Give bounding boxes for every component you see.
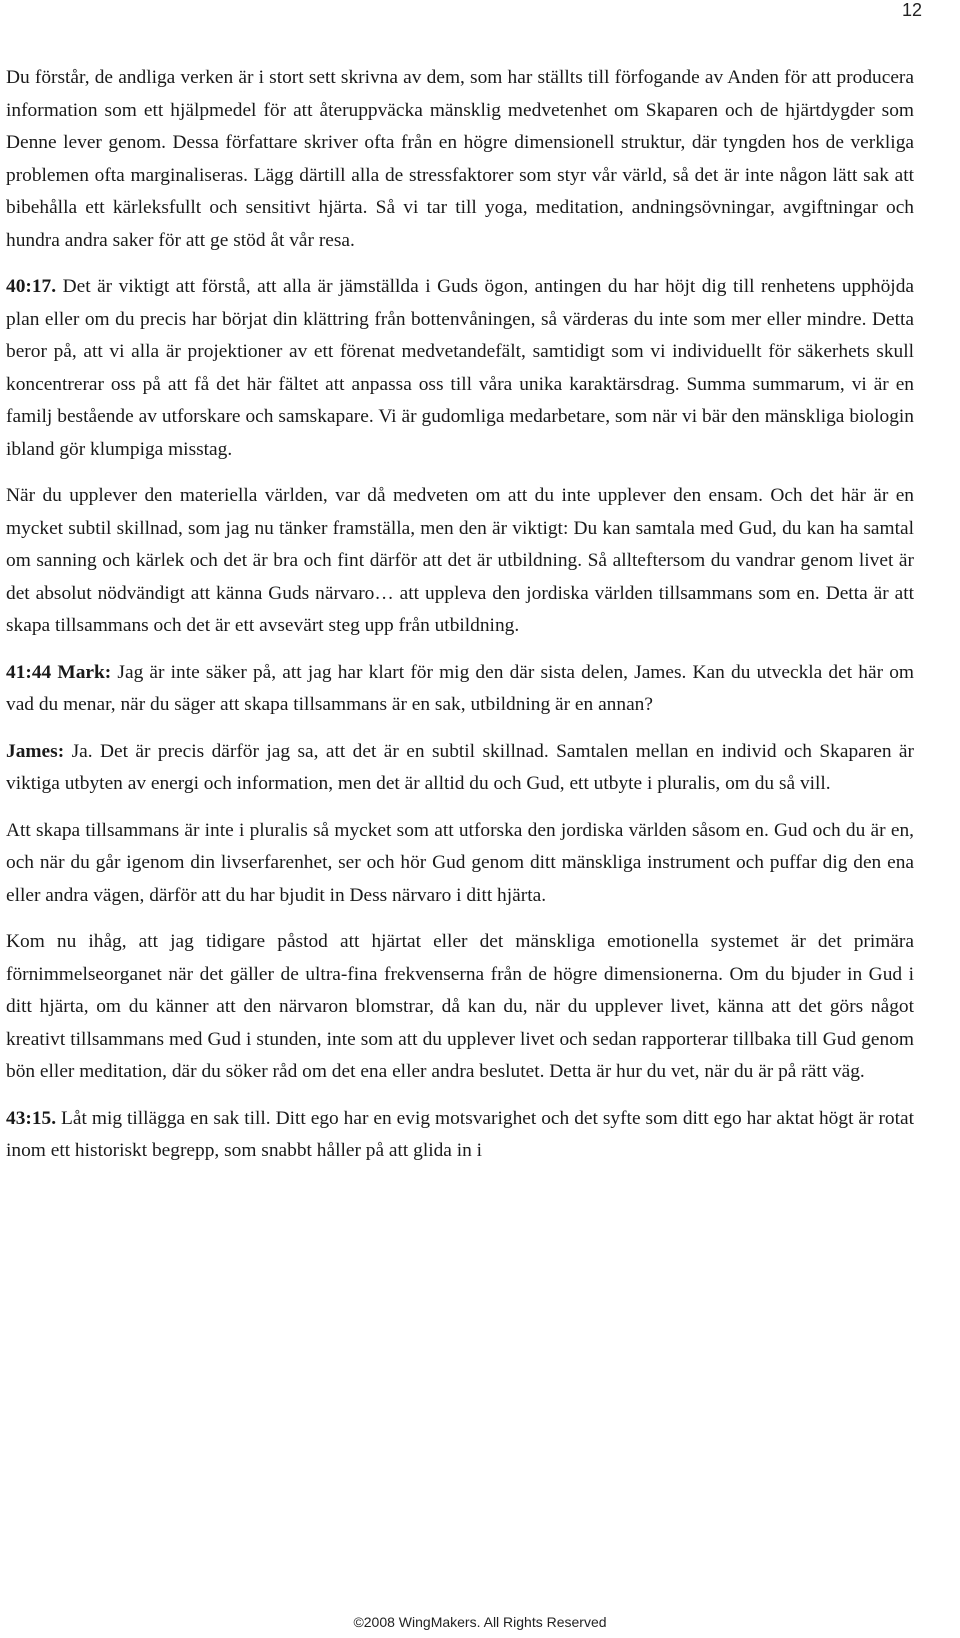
paragraph <box>6 657 914 722</box>
paragraph <box>6 815 914 913</box>
paragraph <box>6 736 914 801</box>
document-body <box>6 62 914 1182</box>
paragraph-text: Att skapa tillsammans är inte i pluralis så mycket som att utforska den jordiska världen såsom en. Gud och du är en, och när du går igenom din livserfarenhet, ser och hör Gud genom ditt mänskliga instrument och puffar dig den ena eller andra vägen, därför att du har bjudit in Dess närvaro i ditt hjärta. <box>6 819 914 906</box>
paragraph-text: Det är viktigt att förstå, att alla är jämställda i Guds ögon, antingen du har höjt dig till renhetens upphöjda plan eller om du precis har börjat din klättring från bottenvåningen, så värderas du inte som mer eller mindre. Detta beror på, att vi alla är projektioner av ett förenat medvetandefält, samtidigt som vi individuellt för säkerhets skull koncentrerar oss på att få det här fältet att anpassa oss till våra unika karaktärsdrag. Summa summarum, vi är en familj bestående av utforskare och samskapare. Vi är gudomliga medarbetare, som när vi bär den mänskliga biologin ibland gör klumpiga misstag. <box>6 276 914 460</box>
copyright-footer: ©2008 WingMakers. All Rights Reserved <box>353 1614 607 1630</box>
paragraph <box>6 926 914 1089</box>
paragraph-text: Jag är inte säker på, att jag har klart för mig den där sista delen, James. Kan du utveckla det här om vad du menar, när du säger att skapa tillsammans är en sak, utbildning är en annan? <box>6 661 914 715</box>
paragraph-text: Ja. Det är precis därför jag sa, att det är en subtil skillnad. Samtalen mellan en individ och Skaparen är viktiga utbyten av energi och information, men det är alltid du och Gud, ett utbyte i pluralis, om du så vill. <box>6 740 914 794</box>
paragraph <box>6 62 914 257</box>
speaker-lead: 41:44 Mark: <box>6 661 112 683</box>
speaker-lead: James: <box>6 740 65 762</box>
paragraph <box>6 1103 914 1168</box>
paragraph <box>6 271 914 466</box>
paragraph <box>6 480 914 643</box>
paragraph-text: Låt mig tillägga en sak till. Ditt ego har en evig motsvarighet och det syfte som ditt ego har aktat högt är rotat inom ett historiskt begrepp, som snabbt håller på att glida in i <box>6 1107 914 1161</box>
paragraph-text: Kom nu ihåg, att jag tidigare påstod att hjärtat eller det mänskliga emotionella systemet är det primära förnimmelseorganet när det gäller de ultra-fina frekvenserna från de högre dimensionerna. Om du bjuder in Gud i ditt hjärta, om du känner att den närvaron blomstrar, då kan du, när du upplever livet, känna att det görs något kreativt tillsammans med Gud i stunden, inte som att du upplever livet och sedan rapporterar tillbaka till Gud genom bön eller meditation, där du söker råd om det ena eller andra beslutet. Detta är hur du vet, när du är på rätt väg. <box>6 931 914 1082</box>
timestamp-lead: 43:15. <box>6 1107 57 1129</box>
paragraph-text: Du förstår, de andliga verken är i stort sett skrivna av dem, som har ställts till förfogande av Anden för att producera information som ett hjälpmedel för att återuppväcka mänsklig medvetenhet om Skaparen och de hjärtdygder som Denne lever genom. Dessa författare skriver ofta från en högre dimensionell struktur, där tyngden hos de verkliga problemen ofta marginaliseras. Lägg därtill alla de stressfaktorer som styr vår värld, så det är inte någon lätt sak att bibehålla ett kärleksfullt och sensitivt hjärta. Så vi tar till yoga, meditation, andningsövningar, avgiftningar och hundra andra saker för att ge stöd åt vår resa. <box>6 67 914 251</box>
page-number: 12 <box>901 0 922 20</box>
paragraph-text: När du upplever den materiella världen, var då medveten om att du inte upplever den ensam. Och det här är en mycket subtil skillnad, som jag nu tänker framställa, men den är viktigt: Du kan samtala med Gud, du kan ha samtal om sanning och kärlek och det är bra och fint därför att det är utbildning. Så allteftersom du vandrar genom livet är det absolut nödvändigt att känna Guds närvaro… att uppleva den jordiska världen tillsammans som en. Detta är att skapa tillsammans och det är ett avsevärt steg upp från utbildning. <box>6 485 914 636</box>
timestamp-lead: 40:17. <box>6 276 57 297</box>
